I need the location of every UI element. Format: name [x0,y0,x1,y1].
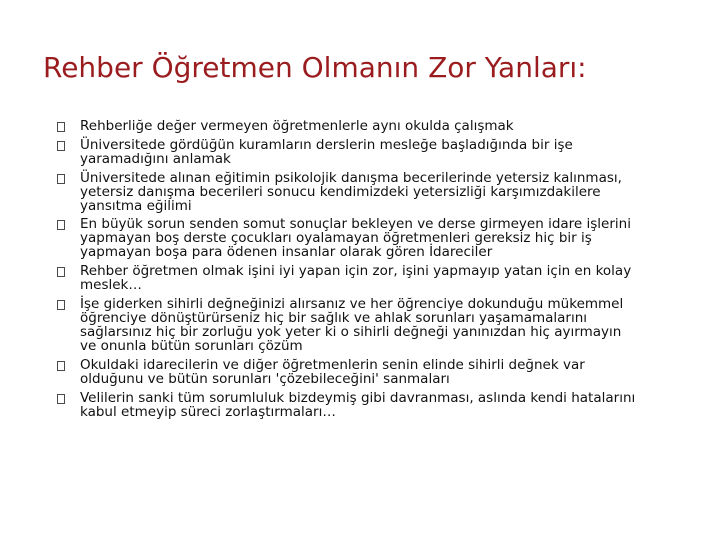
bullet-line: En büyük sorun senden somut sonuçlar bekleyen ve derse girmeyen idare işlerini [80,216,631,233]
bullet-line: İşe giderken sihirli değneğinizi alırsanız ve her öğrenciye dokunduğu mükemmel [80,295,624,312]
square-bullet-icon [57,361,65,371]
bullet-line: ve onunla bütün sorunları çözüm [80,337,303,354]
bullet-line: Okuldaki idarecilerin ve diğer öğretmenlerin senin elinde sihirli değnek var [80,356,585,373]
bullet-line: olduğunu ve bütün sorunları 'çözebileceğini' sanmaları [80,370,450,387]
bullet-item [80,171,708,213]
bullet-item [80,217,708,259]
square-bullet-icon [57,174,65,184]
bullet-line: yaramadığını anlamak [80,150,231,167]
square-bullet-icon [57,267,65,277]
bullet-item [80,391,708,419]
bullet-item [80,297,708,353]
bullet-item [80,138,708,166]
bullet-line: meslek… [80,277,142,294]
bullet-line: yapmayan boşa para ödenen insanlar olarak gören İdareciler [80,244,493,261]
bullet-line: öğrenciye dönüştürürseniz hiç bir sağlık ve ahlak sorunları yaşamamalarını [80,309,588,326]
square-bullet-icon [57,394,65,404]
slide-title: Rehber Öğretmen Olmanın Zor Yanları: [43,51,587,84]
bullet-list [80,119,708,423]
square-bullet-icon [57,122,65,132]
square-bullet-icon [57,220,65,230]
bullet-line: kabul etmeyip süreci zorlaştırmaları… [80,403,336,420]
bullet-item [80,119,708,133]
bullet-line: yansıtma eğilimi [80,197,192,214]
bullet-item [80,264,708,292]
bullet-line: sağlarsınız hiç bir zorluğu yok yeter ki o sihirli değneği yanınızdan hiç ayırmayın [80,323,622,340]
bullet-item [80,358,708,386]
bullet-line: Rehber öğretmen olmak işini iyi yapan için zor, işini yapmayıp yatan için en kolay [80,263,632,280]
bullet-line: Üniversitede gördüğün kuramların derslerin mesleğe başladığında bir işe [80,136,573,153]
bullet-line: Velilerin sanki tüm sorumluluk bizdeymiş gibi davranması, aslında kendi hatalarını [80,389,636,406]
square-bullet-icon [57,300,65,310]
square-bullet-icon [57,141,65,151]
bullet-line: yetersiz danışma becerileri sonucu kendimizdeki yetersizliği karşımızdakilere [80,183,601,200]
bullet-line: Üniversitede alınan eğitimin psikolojik danışma becerilerinde yetersiz kalınması, [80,169,622,186]
bullet-line: Rehberliğe değer vermeyen öğretmenlerle aynı okulda çalışmak [80,118,514,134]
bullet-line: yapmayan boş derste çocukları oyalamayan öğretmenleri gereksiz hiç bir iş [80,230,592,247]
